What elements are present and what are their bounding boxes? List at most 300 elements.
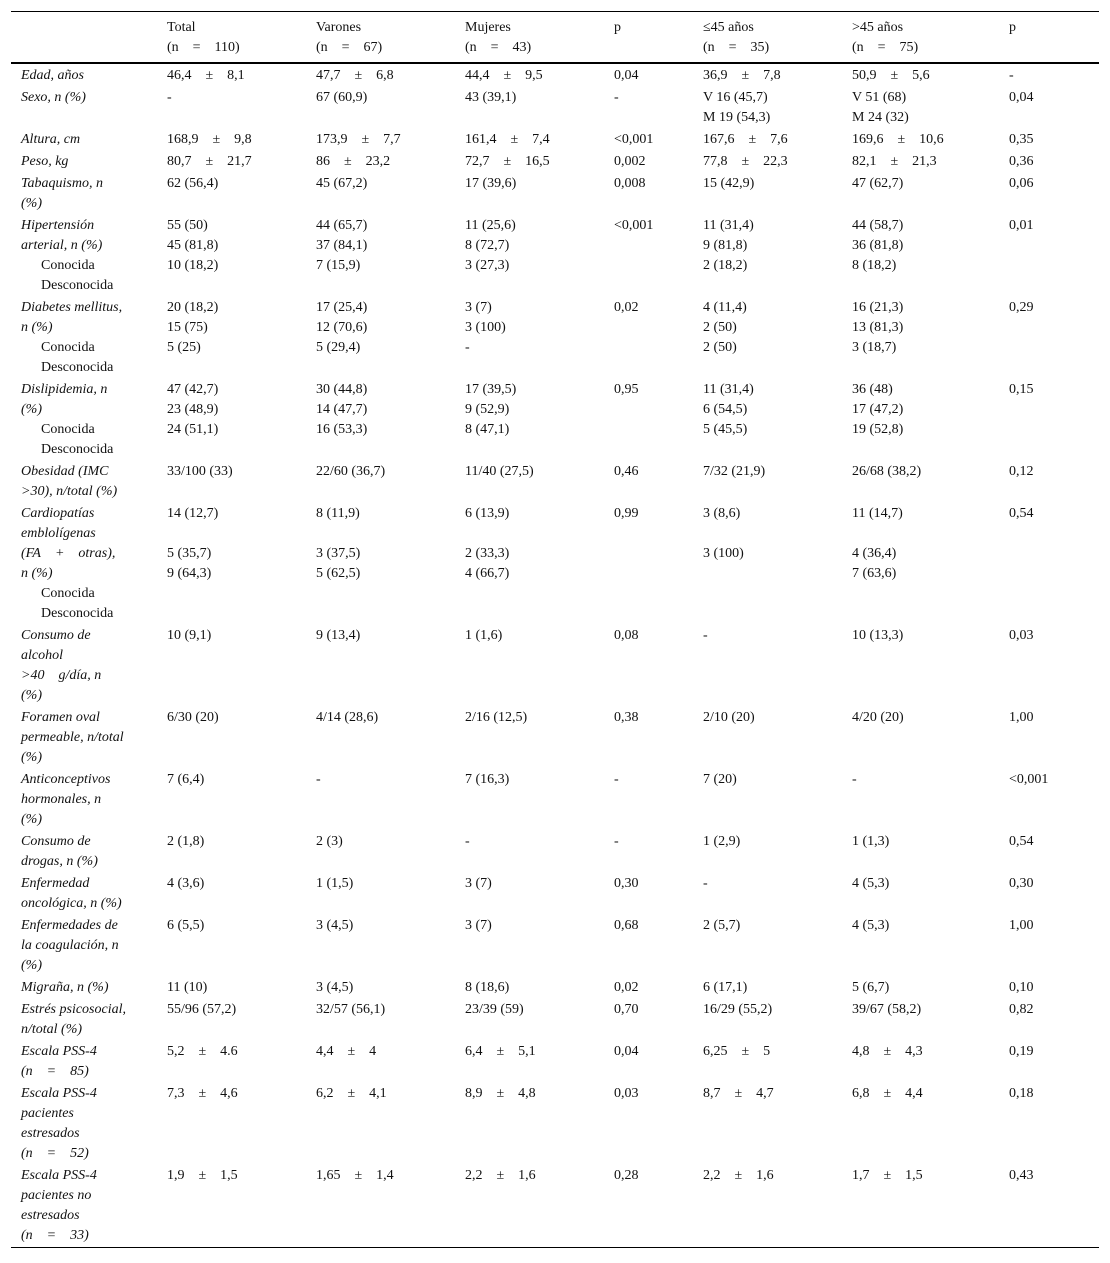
cell-value: 168,9 ± 9,8 <box>167 132 252 147</box>
table-cell <box>852 1164 1009 1248</box>
table-cell <box>1009 1040 1099 1082</box>
row-label-line: n (%) <box>21 566 53 581</box>
cell-value: 80,7 ± 21,7 <box>167 154 252 169</box>
row-label-line: Enfermedades de <box>21 918 118 933</box>
table-cell <box>316 128 465 150</box>
cell-value: - <box>1009 68 1014 83</box>
table-cell <box>167 706 316 768</box>
table-cell <box>852 502 1009 624</box>
table-row <box>11 976 1099 998</box>
row-sublabel: Conocida <box>41 586 95 601</box>
table-cell <box>465 1082 614 1164</box>
row-label-line: pacientes <box>21 1106 74 1121</box>
table-cell <box>465 172 614 214</box>
table-cell <box>703 460 852 502</box>
cell-value: 67 (60,9) <box>316 90 368 105</box>
table-cell <box>465 872 614 914</box>
table-cell <box>614 214 703 296</box>
row-label-line: Migraña, n (%) <box>21 980 109 995</box>
table-cell <box>167 86 316 128</box>
table-cell <box>852 872 1009 914</box>
cell-value: 0,15 <box>1009 382 1034 397</box>
cell-value: 44 (65,7) <box>316 218 368 233</box>
cell-value: - <box>614 772 619 787</box>
cell-value: 8 (18,2) <box>852 258 897 273</box>
cell-value: 0,02 <box>614 980 639 995</box>
cell-value: 30 (44,8) <box>316 382 368 397</box>
header-empty <box>11 12 167 64</box>
cell-value: 0,02 <box>614 300 639 315</box>
cell-value: 0,38 <box>614 710 639 725</box>
table-cell <box>703 214 852 296</box>
cell-value: 6,25 ± 5 <box>703 1044 771 1059</box>
cell-value: 22/60 (36,7) <box>316 464 386 479</box>
table-cell <box>167 1082 316 1164</box>
table-cell <box>852 1082 1009 1164</box>
table-cell <box>852 86 1009 128</box>
table-cell <box>465 998 614 1040</box>
cell-value: 17 (39,5) <box>465 382 517 397</box>
table-row <box>11 214 1099 296</box>
cell-value: 1 (1,6) <box>465 628 503 643</box>
header-line: p <box>614 20 621 35</box>
table-cell <box>167 128 316 150</box>
table-cell <box>1009 706 1099 768</box>
cell-value: 14 (47,7) <box>316 402 368 417</box>
table-cell <box>316 768 465 830</box>
cell-value: 15 (75) <box>167 320 208 335</box>
cell-value: 11 (10) <box>167 980 208 995</box>
table-cell <box>852 128 1009 150</box>
table-cell <box>316 460 465 502</box>
row-label-line: oncológica, n (%) <box>21 896 122 911</box>
row-label-line: (%) <box>21 196 42 211</box>
table-row <box>11 296 1099 378</box>
cell-value: 6,2 ± 4,1 <box>316 1086 387 1101</box>
row-label <box>11 998 167 1040</box>
row-label <box>11 172 167 214</box>
table-cell <box>167 214 316 296</box>
table-row <box>11 624 1099 706</box>
table-cell <box>316 150 465 172</box>
row-label <box>11 86 167 128</box>
cell-value: 0,04 <box>614 68 639 83</box>
table-cell <box>465 296 614 378</box>
table-cell <box>703 63 852 86</box>
table-row <box>11 914 1099 976</box>
cell-value: 11 (31,4) <box>703 382 754 397</box>
cell-value: 37 (84,1) <box>316 238 368 253</box>
cell-value: 45 (67,2) <box>316 176 368 191</box>
row-label <box>11 296 167 378</box>
cell-value: 62 (56,4) <box>167 176 219 191</box>
table-cell <box>316 872 465 914</box>
table-cell <box>852 830 1009 872</box>
table-cell <box>703 976 852 998</box>
cell-value: 3 (18,7) <box>852 340 897 355</box>
table-cell <box>614 976 703 998</box>
header-age-gt45 <box>852 12 1009 64</box>
cell-value: 10 (18,2) <box>167 258 219 273</box>
cell-value: 0,03 <box>1009 628 1034 643</box>
row-label-line: (n = 33) <box>21 1228 89 1243</box>
table-cell <box>167 378 316 460</box>
row-label-line: Obesidad (IMC <box>21 464 109 479</box>
cell-value <box>167 524 316 544</box>
cell-value: 0,28 <box>614 1168 639 1183</box>
table-cell <box>1009 214 1099 296</box>
row-label-line: Foramen oval <box>21 710 100 725</box>
row-label <box>11 872 167 914</box>
row-label-line: Edad, años <box>21 68 84 83</box>
table-cell <box>465 150 614 172</box>
cell-value: 1,00 <box>1009 710 1034 725</box>
cell-value: 17 (47,2) <box>852 402 904 417</box>
cell-value: 77,8 ± 22,3 <box>703 154 788 169</box>
table-cell <box>703 706 852 768</box>
cell-value: - <box>614 90 619 105</box>
cell-value: 0,43 <box>1009 1168 1034 1183</box>
cell-value: 1 (1,3) <box>852 834 890 849</box>
header-p-sex <box>614 12 703 64</box>
table-cell <box>167 768 316 830</box>
table-cell <box>614 830 703 872</box>
table-cell <box>703 768 852 830</box>
table-cell <box>316 914 465 976</box>
table-cell <box>1009 378 1099 460</box>
cell-value: 2/16 (12,5) <box>465 710 528 725</box>
cell-value: 8 (11,9) <box>316 506 360 521</box>
table-cell <box>465 63 614 86</box>
row-label <box>11 1164 167 1248</box>
cell-value: 0,68 <box>614 918 639 933</box>
table-row <box>11 830 1099 872</box>
table-row <box>11 706 1099 768</box>
row-label-line: Tabaquismo, n <box>21 176 103 191</box>
cell-value: 3 (100) <box>465 320 506 335</box>
row-label <box>11 1040 167 1082</box>
table-cell <box>167 998 316 1040</box>
cell-value: 4 (36,4) <box>852 546 897 561</box>
cell-value: 4 (5,3) <box>852 876 890 891</box>
table-cell <box>852 706 1009 768</box>
cell-value: 1 (1,5) <box>316 876 354 891</box>
table-cell <box>465 976 614 998</box>
row-sublabel: Desconocida <box>41 278 114 293</box>
table-cell <box>703 128 852 150</box>
cell-value: 0,01 <box>1009 218 1034 233</box>
header-mujeres <box>465 12 614 64</box>
cell-value: 6 (54,5) <box>703 402 748 417</box>
row-label-line: (FA + otras), <box>21 546 116 561</box>
cell-value: V 51 (68) <box>852 90 907 105</box>
cell-value: 2,2 ± 1,6 <box>703 1168 774 1183</box>
cell-value: 82,1 ± 21,3 <box>852 154 937 169</box>
table-cell <box>316 296 465 378</box>
table-cell <box>852 624 1009 706</box>
cell-value: 10 (9,1) <box>167 628 212 643</box>
row-sublabel: Desconocida <box>41 442 114 457</box>
cell-value: 33/100 (33) <box>167 464 233 479</box>
table-cell <box>703 150 852 172</box>
cell-value: 55 (50) <box>167 218 208 233</box>
cell-value: 2 (1,8) <box>167 834 205 849</box>
cell-value: 11 (25,6) <box>465 218 516 233</box>
cell-value: 0,12 <box>1009 464 1034 479</box>
table-cell <box>1009 914 1099 976</box>
cell-value: 8 (18,6) <box>465 980 510 995</box>
cell-value: 4,4 ± 4 <box>316 1044 377 1059</box>
cell-value: 17 (39,6) <box>465 176 517 191</box>
cell-value: 5,2 ± 4.6 <box>167 1044 238 1059</box>
table-cell <box>703 998 852 1040</box>
table-row <box>11 63 1099 86</box>
cell-value: 0,03 <box>614 1086 639 1101</box>
row-label-line: Sexo, n (%) <box>21 90 86 105</box>
table-cell <box>465 214 614 296</box>
table-body <box>11 63 1099 1248</box>
cell-value: 6/30 (20) <box>167 710 219 725</box>
row-label-line: emblolígenas <box>21 526 96 541</box>
cell-value: 45 (81,8) <box>167 238 219 253</box>
table-cell <box>703 378 852 460</box>
cell-value: - <box>167 90 172 105</box>
cell-value: 72,7 ± 16,5 <box>465 154 550 169</box>
table-header-row <box>11 12 1099 64</box>
table-cell <box>1009 150 1099 172</box>
cell-value: 6,4 ± 5,1 <box>465 1044 536 1059</box>
cell-value: 32/57 (56,1) <box>316 1002 386 1017</box>
cell-value: 4/20 (20) <box>852 710 904 725</box>
row-label-line: Diabetes mellitus, <box>21 300 123 315</box>
table-cell <box>465 914 614 976</box>
table-row <box>11 1040 1099 1082</box>
header-line: Varones <box>316 20 362 35</box>
row-sublabel: Desconocida <box>41 360 114 375</box>
cell-value: 169,6 ± 10,6 <box>852 132 944 147</box>
row-label-line: hormonales, n <box>21 792 102 807</box>
cell-value: 3 (27,3) <box>465 258 510 273</box>
cell-value: 47 (62,7) <box>852 176 904 191</box>
row-label-line: Anticonceptivos <box>21 772 111 787</box>
cell-value: 7 (16,3) <box>465 772 510 787</box>
header-age-le45 <box>703 12 852 64</box>
table-cell <box>167 1164 316 1248</box>
row-label <box>11 502 167 624</box>
header-line: (n = 35) <box>703 40 770 55</box>
cell-value: 7 (6,4) <box>167 772 205 787</box>
cell-value: 43 (39,1) <box>465 90 517 105</box>
table-cell <box>703 172 852 214</box>
table-cell <box>167 914 316 976</box>
row-label-line: (%) <box>21 402 42 417</box>
cell-value: 4,8 ± 4,3 <box>852 1044 923 1059</box>
cell-value: 0,30 <box>1009 876 1034 891</box>
table-row <box>11 150 1099 172</box>
cell-value: 167,6 ± 7,6 <box>703 132 788 147</box>
cell-value: 9 (52,9) <box>465 402 510 417</box>
row-sublabel: Conocida <box>41 422 95 437</box>
table-cell <box>614 1164 703 1248</box>
cell-value: 3 (4,5) <box>316 980 354 995</box>
cell-value: 2,2 ± 1,6 <box>465 1168 536 1183</box>
table-cell <box>316 1082 465 1164</box>
header-line: (n = 75) <box>852 40 919 55</box>
table-cell <box>316 86 465 128</box>
cell-value: 2 (5,7) <box>703 918 741 933</box>
table-cell <box>852 1040 1009 1082</box>
row-label <box>11 624 167 706</box>
table-cell <box>316 1040 465 1082</box>
row-label-line: (%) <box>21 958 42 973</box>
cell-value: 2 (50) <box>703 340 737 355</box>
header-line: (n = 67) <box>316 40 383 55</box>
cell-value: 50,9 ± 5,6 <box>852 68 930 83</box>
table-cell <box>1009 86 1099 128</box>
table-row <box>11 378 1099 460</box>
table-cell <box>465 706 614 768</box>
cell-value: 16 (21,3) <box>852 300 904 315</box>
cell-value: 11/40 (27,5) <box>465 464 534 479</box>
cell-value: 2 (18,2) <box>703 258 748 273</box>
cell-value: 0,008 <box>614 176 646 191</box>
cell-value: 4/14 (28,6) <box>316 710 379 725</box>
cell-value: 3 (7) <box>465 300 492 315</box>
table-cell <box>465 1040 614 1082</box>
table-cell <box>852 150 1009 172</box>
cell-value: 36 (81,8) <box>852 238 904 253</box>
row-label-line: Altura, cm <box>21 132 81 147</box>
table-cell <box>614 706 703 768</box>
table-cell <box>1009 63 1099 86</box>
cell-value: 23/39 (59) <box>465 1002 524 1017</box>
cell-value: 5 (29,4) <box>316 340 361 355</box>
table-cell <box>614 128 703 150</box>
row-label-line: Cardiopatías <box>21 506 95 521</box>
row-label-line: Peso, kg <box>21 154 69 169</box>
cell-value: 46,4 ± 8,1 <box>167 68 245 83</box>
table-cell <box>1009 624 1099 706</box>
cell-value: 8 (72,7) <box>465 238 510 253</box>
table-cell <box>465 502 614 624</box>
table-row <box>11 172 1099 214</box>
cell-value: 11 (31,4) <box>703 218 754 233</box>
table-cell <box>465 624 614 706</box>
row-label <box>11 214 167 296</box>
table-cell <box>167 872 316 914</box>
cell-value: 16 (53,3) <box>316 422 368 437</box>
cell-value: 8,9 ± 4,8 <box>465 1086 536 1101</box>
table-cell <box>465 460 614 502</box>
table-cell <box>614 296 703 378</box>
row-label-line: Escala PSS-4 <box>21 1168 97 1183</box>
cell-value: 44 (58,7) <box>852 218 904 233</box>
table-cell <box>852 214 1009 296</box>
header-total <box>167 12 316 64</box>
table-cell <box>167 502 316 624</box>
cell-value: 4 (66,7) <box>465 566 510 581</box>
cell-value: 55/96 (57,2) <box>167 1002 237 1017</box>
cell-value: 3 (7) <box>465 876 492 891</box>
row-label-line: Enfermedad <box>21 876 90 891</box>
table-row <box>11 768 1099 830</box>
cell-value: - <box>316 772 321 787</box>
table-cell <box>1009 998 1099 1040</box>
row-label-line: Consumo de <box>21 628 91 643</box>
cell-value: 0,06 <box>1009 176 1034 191</box>
table-cell <box>852 976 1009 998</box>
table-cell <box>316 830 465 872</box>
cell-value: - <box>703 628 708 643</box>
table-cell <box>167 976 316 998</box>
row-label <box>11 976 167 998</box>
cell-value: 8 (47,1) <box>465 422 510 437</box>
table-cell <box>167 150 316 172</box>
row-label-line: arterial, n (%) <box>21 238 103 253</box>
row-label-line: n (%) <box>21 320 53 335</box>
cell-value: 0,10 <box>1009 980 1034 995</box>
row-label <box>11 378 167 460</box>
table-row <box>11 460 1099 502</box>
row-label-line: (%) <box>21 688 42 703</box>
row-label-line: la coagulación, n <box>21 938 119 953</box>
table-cell <box>1009 1082 1099 1164</box>
cell-value <box>703 524 852 544</box>
cell-value: 16/29 (55,2) <box>703 1002 773 1017</box>
cell-value: 7 (15,9) <box>316 258 361 273</box>
cell-value: 19 (52,8) <box>852 422 904 437</box>
row-label-line: (n = 85) <box>21 1064 89 1079</box>
cell-value: 0,82 <box>1009 1002 1034 1017</box>
cell-value: 0,54 <box>1009 506 1034 521</box>
cell-value: 47,7 ± 6,8 <box>316 68 394 83</box>
table-cell <box>465 768 614 830</box>
cell-value: 17 (25,4) <box>316 300 368 315</box>
table-cell <box>316 63 465 86</box>
cell-value: 24 (51,1) <box>167 422 219 437</box>
table-cell <box>1009 768 1099 830</box>
cell-value: 0,54 <box>1009 834 1034 849</box>
row-label <box>11 1082 167 1164</box>
row-label-line: estresados <box>21 1126 80 1141</box>
table-cell <box>1009 1164 1099 1248</box>
cell-value: 14 (12,7) <box>167 506 219 521</box>
row-label <box>11 768 167 830</box>
cell-value: 7 (63,6) <box>852 566 897 581</box>
cell-value: M 24 (32) <box>852 110 909 125</box>
cell-value: 161,4 ± 7,4 <box>465 132 550 147</box>
row-label-line: >30), n/total (%) <box>21 484 118 499</box>
cell-value: <0,001 <box>614 132 654 147</box>
cell-value: 0,95 <box>614 382 639 397</box>
table-cell <box>703 1040 852 1082</box>
cell-value: 36 (48) <box>852 382 893 397</box>
cell-value: M 19 (54,3) <box>703 110 771 125</box>
cell-value: 11 (14,7) <box>852 506 903 521</box>
cell-value: 2 (50) <box>703 320 737 335</box>
cell-value: 3 (7) <box>465 918 492 933</box>
cell-value: 1,65 ± 1,4 <box>316 1168 394 1183</box>
table-cell <box>316 214 465 296</box>
header-varones <box>316 12 465 64</box>
cell-value: 20 (18,2) <box>167 300 219 315</box>
table-cell <box>1009 128 1099 150</box>
row-label-line: alcohol <box>21 648 63 663</box>
row-label-line: Dislipidemia, n <box>21 382 108 397</box>
table-cell <box>167 1040 316 1082</box>
table-cell <box>614 86 703 128</box>
row-label-line: n/total (%) <box>21 1022 83 1037</box>
